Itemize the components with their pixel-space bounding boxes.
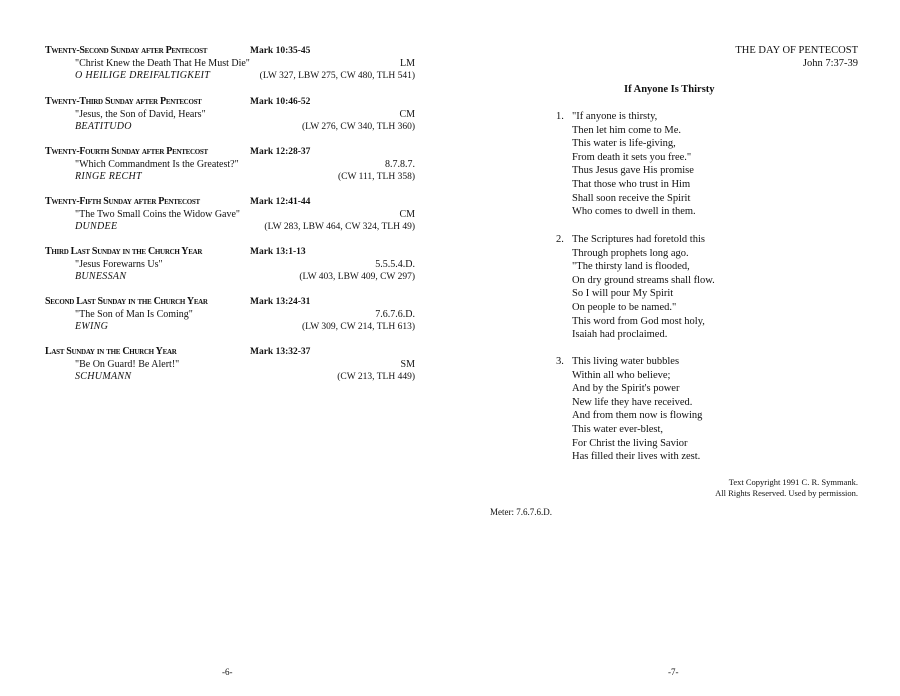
occasion-heading: Twenty-Fifth Sunday after Pentecost: [45, 196, 200, 207]
stanza-line: Then let him come to Me.: [572, 124, 682, 136]
copyright-line: Text Copyright 1991 C. R. Symmank.: [728, 477, 858, 487]
stanza-line: So I will pour My Spirit: [572, 288, 674, 300]
stanza-line: And by the Spirit's power: [572, 383, 680, 395]
hymn-name: "Jesus, the Son of David, Hears": [75, 108, 206, 120]
header-title: THE DAY OF PENTECOST: [735, 45, 858, 56]
scripture-reference: Mark 13:24-31: [250, 297, 311, 307]
hymn-meter: 7.6.7.6.D.: [375, 308, 415, 320]
scripture-reference: Mark 10:46-52: [250, 97, 311, 107]
hymn-entry: [45, 246, 415, 284]
stanza-line: The Scriptures had foretold this: [572, 234, 705, 245]
hymnal-references: (LW 403, LBW 409, CW 297): [299, 272, 415, 282]
hymn-name: "Christ Knew the Death That He Must Die": [75, 57, 250, 69]
hymnal-references: (LW 327, LBW 275, CW 480, TLH 541): [259, 71, 415, 81]
stanza-line: For Christ the living Savior: [572, 437, 688, 449]
left-page-number: -6-: [222, 667, 233, 677]
hymn-name: "Jesus Forewarns Us": [75, 258, 163, 270]
header-reference: John 7:37-39: [802, 58, 858, 69]
occasion-heading: Third Last Sunday in the Church Year: [45, 246, 203, 257]
hymnal-references: (CW 213, TLH 449): [337, 372, 415, 382]
hymnal-references: (LW 283, LBW 464, CW 324, TLH 49): [264, 222, 415, 232]
hymn-entry: [45, 96, 415, 134]
occasion-heading: Twenty-Fourth Sunday after Pentecost: [45, 146, 208, 157]
stanza-line: Thus Jesus gave His promise: [572, 165, 694, 177]
page-header: [735, 44, 858, 70]
stanza-line: This water is life-giving,: [572, 138, 676, 150]
scripture-reference: Mark 13:32-37: [250, 347, 311, 357]
hymnal-references: (CW 111, TLH 358): [337, 172, 415, 182]
stanza-line: That those who trust in Him: [572, 178, 691, 190]
hymn-name: "Which Commandment Is the Greatest?": [75, 158, 239, 170]
scripture-reference: Mark 12:41-44: [250, 197, 311, 207]
meter-line: Meter: 7.6.7.6.D.: [490, 507, 552, 517]
tune-name: EWING: [75, 321, 109, 332]
stanza-line: Within all who believe;: [572, 369, 671, 381]
right-page: [450, 0, 900, 696]
scripture-reference: Mark 13:1-13: [250, 247, 306, 257]
stanza-number: 1.: [556, 111, 564, 122]
tune-name: SCHUMANN: [75, 371, 132, 382]
hymn-entry: [45, 296, 415, 334]
hymn-name: "The Son of Man Is Coming": [75, 308, 193, 320]
hymn-title: If Anyone Is Thirsty: [624, 84, 715, 95]
tune-name: BUNESSAN: [75, 271, 127, 282]
hymn-entry: [45, 196, 415, 234]
hymn-name: "The Two Small Coins the Widow Gave": [75, 208, 241, 220]
stanza-line: "If anyone is thirsty,: [572, 111, 658, 122]
stanza-line: On people to be named.": [572, 301, 677, 313]
stanza-line: And from them now is flowing: [572, 410, 703, 422]
hymn-entry: [45, 45, 415, 83]
tune-name: RINGE RECHT: [75, 171, 142, 182]
stanza-line: New life they have received.: [572, 396, 693, 408]
hymnal-references: (LW 309, CW 214, TLH 613): [301, 322, 415, 332]
stanza-line: This word from God most holy,: [572, 315, 705, 327]
hymn-meter: CM: [399, 208, 415, 220]
stanza-line: "The thirsty land is flooded,: [572, 261, 690, 273]
hymn-meter: 5.5.5.4.D.: [375, 258, 415, 270]
tune-name: O HEILIGE DREIFALTIGKEIT: [75, 70, 211, 81]
hymn-meter: 8.7.8.7.: [385, 158, 415, 170]
stanza-line: Has filled their lives with zest.: [572, 451, 701, 463]
stanza-number: 2.: [556, 234, 564, 245]
scripture-reference: Mark 10:35-45: [250, 46, 311, 56]
stanza-line: From death it sets you free.": [572, 151, 692, 163]
stanza-line: On dry ground streams shall flow.: [572, 274, 715, 286]
hymn-entry: [45, 146, 415, 184]
stanza-line: Through prophets long ago.: [572, 247, 689, 259]
tune-name: BEATITUDO: [75, 121, 132, 132]
stanza-line: Isaiah had proclaimed.: [572, 329, 668, 341]
occasion-heading: Twenty-Second Sunday after Pentecost: [45, 45, 208, 56]
occasion-heading: Twenty-Third Sunday after Pentecost: [45, 96, 202, 107]
stanza-line: This living water bubbles: [572, 356, 680, 367]
occasion-heading: Last Sunday in the Church Year: [45, 346, 177, 357]
stanza-line: This water ever-blest,: [572, 423, 664, 435]
permission-line: All Rights Reserved. Used by permission.: [715, 487, 858, 498]
hymnal-references: (LW 276, CW 340, TLH 360): [301, 122, 415, 132]
stanza-number: 3.: [556, 356, 564, 367]
right-page-number: -7-: [668, 667, 679, 677]
stanza-line: Shall soon receive the Spirit: [572, 192, 691, 204]
stanza-line: Who comes to dwell in them.: [572, 206, 696, 218]
tune-name: DUNDEE: [75, 221, 118, 232]
hymn-meter: LM: [400, 57, 415, 69]
hymn-meter: SM: [400, 358, 415, 370]
copyright-notice: [715, 477, 858, 498]
scripture-reference: Mark 12:28-37: [250, 147, 311, 157]
hymn-name: "Be On Guard! Be Alert!": [75, 358, 180, 370]
hymn-meter: CM: [399, 108, 415, 120]
hymn-entry: [45, 346, 415, 384]
occasion-heading: Second Last Sunday in the Church Year: [45, 296, 208, 307]
